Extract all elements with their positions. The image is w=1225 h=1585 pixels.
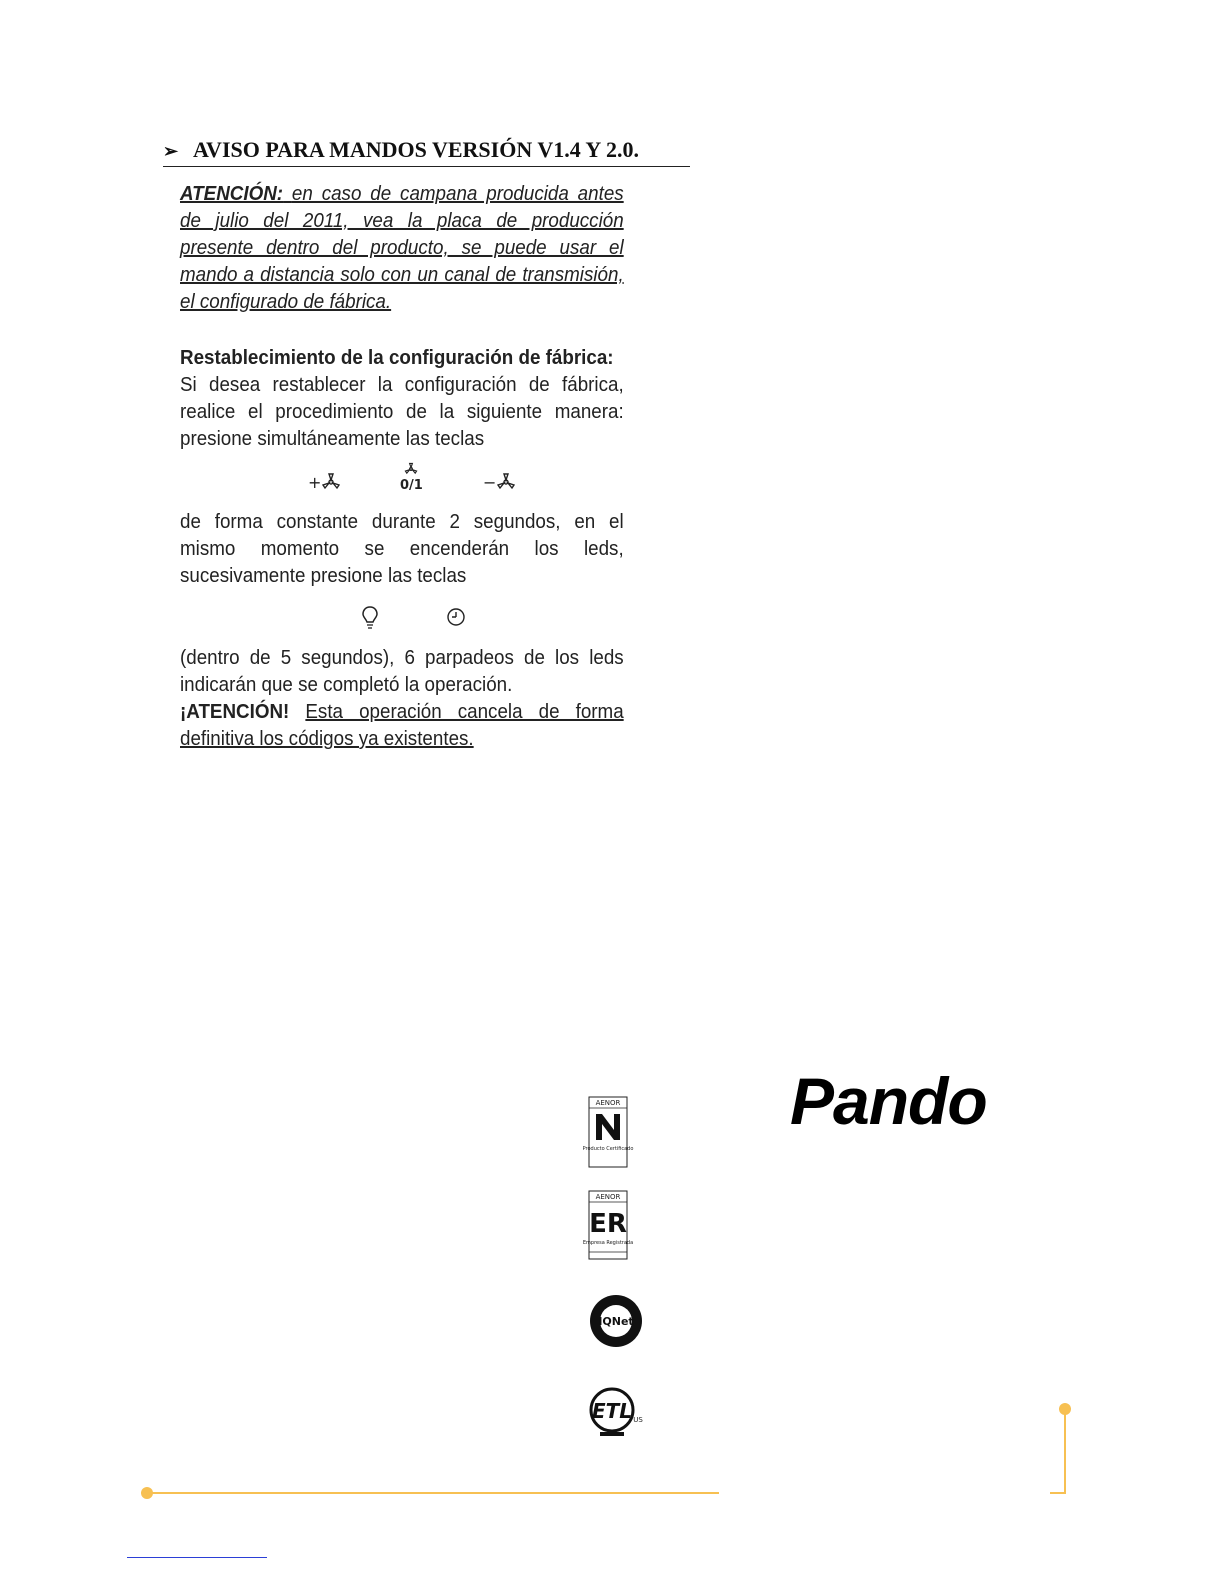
iqnet-logo-icon [588, 1293, 644, 1349]
light-bulb-icon [360, 605, 380, 631]
fan-plus-key [308, 472, 341, 492]
section-heading [163, 134, 690, 167]
reset-end-block [180, 645, 624, 753]
aenor-er-logo-icon [582, 1190, 634, 1260]
fan-icon [404, 462, 418, 476]
arrow-bullet-icon: ➢ [163, 141, 179, 161]
light-key [360, 605, 380, 631]
etl-logo-icon [588, 1386, 646, 1438]
aenor-er-caption: Empresa Registrada [582, 1240, 634, 1246]
reset-title: Restablecimiento de la configuración de fábrica: [180, 347, 614, 369]
plus-sign: + [308, 472, 322, 492]
aenor-product-cert [582, 1096, 634, 1173]
minus-sign: − [483, 472, 497, 492]
decor-line-bottom [147, 1492, 719, 1494]
reset-intro: Si desea restablecer la configuración de fábrica, realice el procedimiento de la siguiente manera: presione simultáneamente las teclas [180, 374, 624, 450]
fan-minus-key [483, 472, 516, 492]
final-warning-text: Esta operación cancela de forma definitiva los códigos ya existentes. [180, 701, 624, 750]
final-warning [180, 699, 624, 753]
fan-onoff-key [400, 462, 423, 493]
iqnet-cert [588, 1293, 644, 1354]
footer-link-underline [127, 1555, 267, 1558]
warning-label: ATENCIÓN: [180, 183, 284, 205]
fan-icon [321, 472, 341, 492]
warning-paragraph [180, 181, 624, 316]
section-title: AVISO PARA MANDOS VERSIÓN V1.4 Y 2.0. [193, 137, 639, 162]
etl-country: US [633, 1416, 643, 1424]
onoff-label: 0/1 [400, 478, 423, 493]
reset-intro-block [180, 345, 624, 453]
fan-icon [496, 472, 516, 492]
aenor-company-cert [582, 1190, 634, 1265]
decor-line-right [1064, 1409, 1066, 1494]
aenor-er-org: AENOR [595, 1193, 621, 1201]
final-warning-label: ¡ATENCIÓN! [180, 701, 290, 723]
svg-text:ETL: ETL [591, 1399, 633, 1423]
aenor-n-caption: Producto Certificado [582, 1146, 634, 1152]
reset-end: (dentro de 5 segundos), 6 parpadeos de los leds indicarán que se completó la operación. [180, 647, 624, 696]
decor-line-corner [1050, 1492, 1066, 1494]
warning-text: en caso de campana producida antes de julio del 2011, vea la placa de producción presente dentro del producto, se puede usar el mando a distancia solo con un canal de transmisión, el configurado de fábrica. [180, 183, 624, 313]
aenor-n-org: AENOR [595, 1099, 621, 1107]
iqnet-label: IQNet [598, 1315, 634, 1328]
reset-middle-block [180, 509, 624, 590]
svg-text:ER: ER [589, 1209, 627, 1239]
clock-icon [446, 607, 466, 627]
timer-key [446, 607, 466, 627]
aenor-n-logo-icon [582, 1096, 634, 1168]
brand-logo: Pando [790, 1064, 987, 1138]
reset-middle: de forma constante durante 2 segundos, en el mismo momento se encenderán los leds, sucesivamente presione las teclas [180, 511, 624, 587]
etl-cert [588, 1386, 646, 1443]
